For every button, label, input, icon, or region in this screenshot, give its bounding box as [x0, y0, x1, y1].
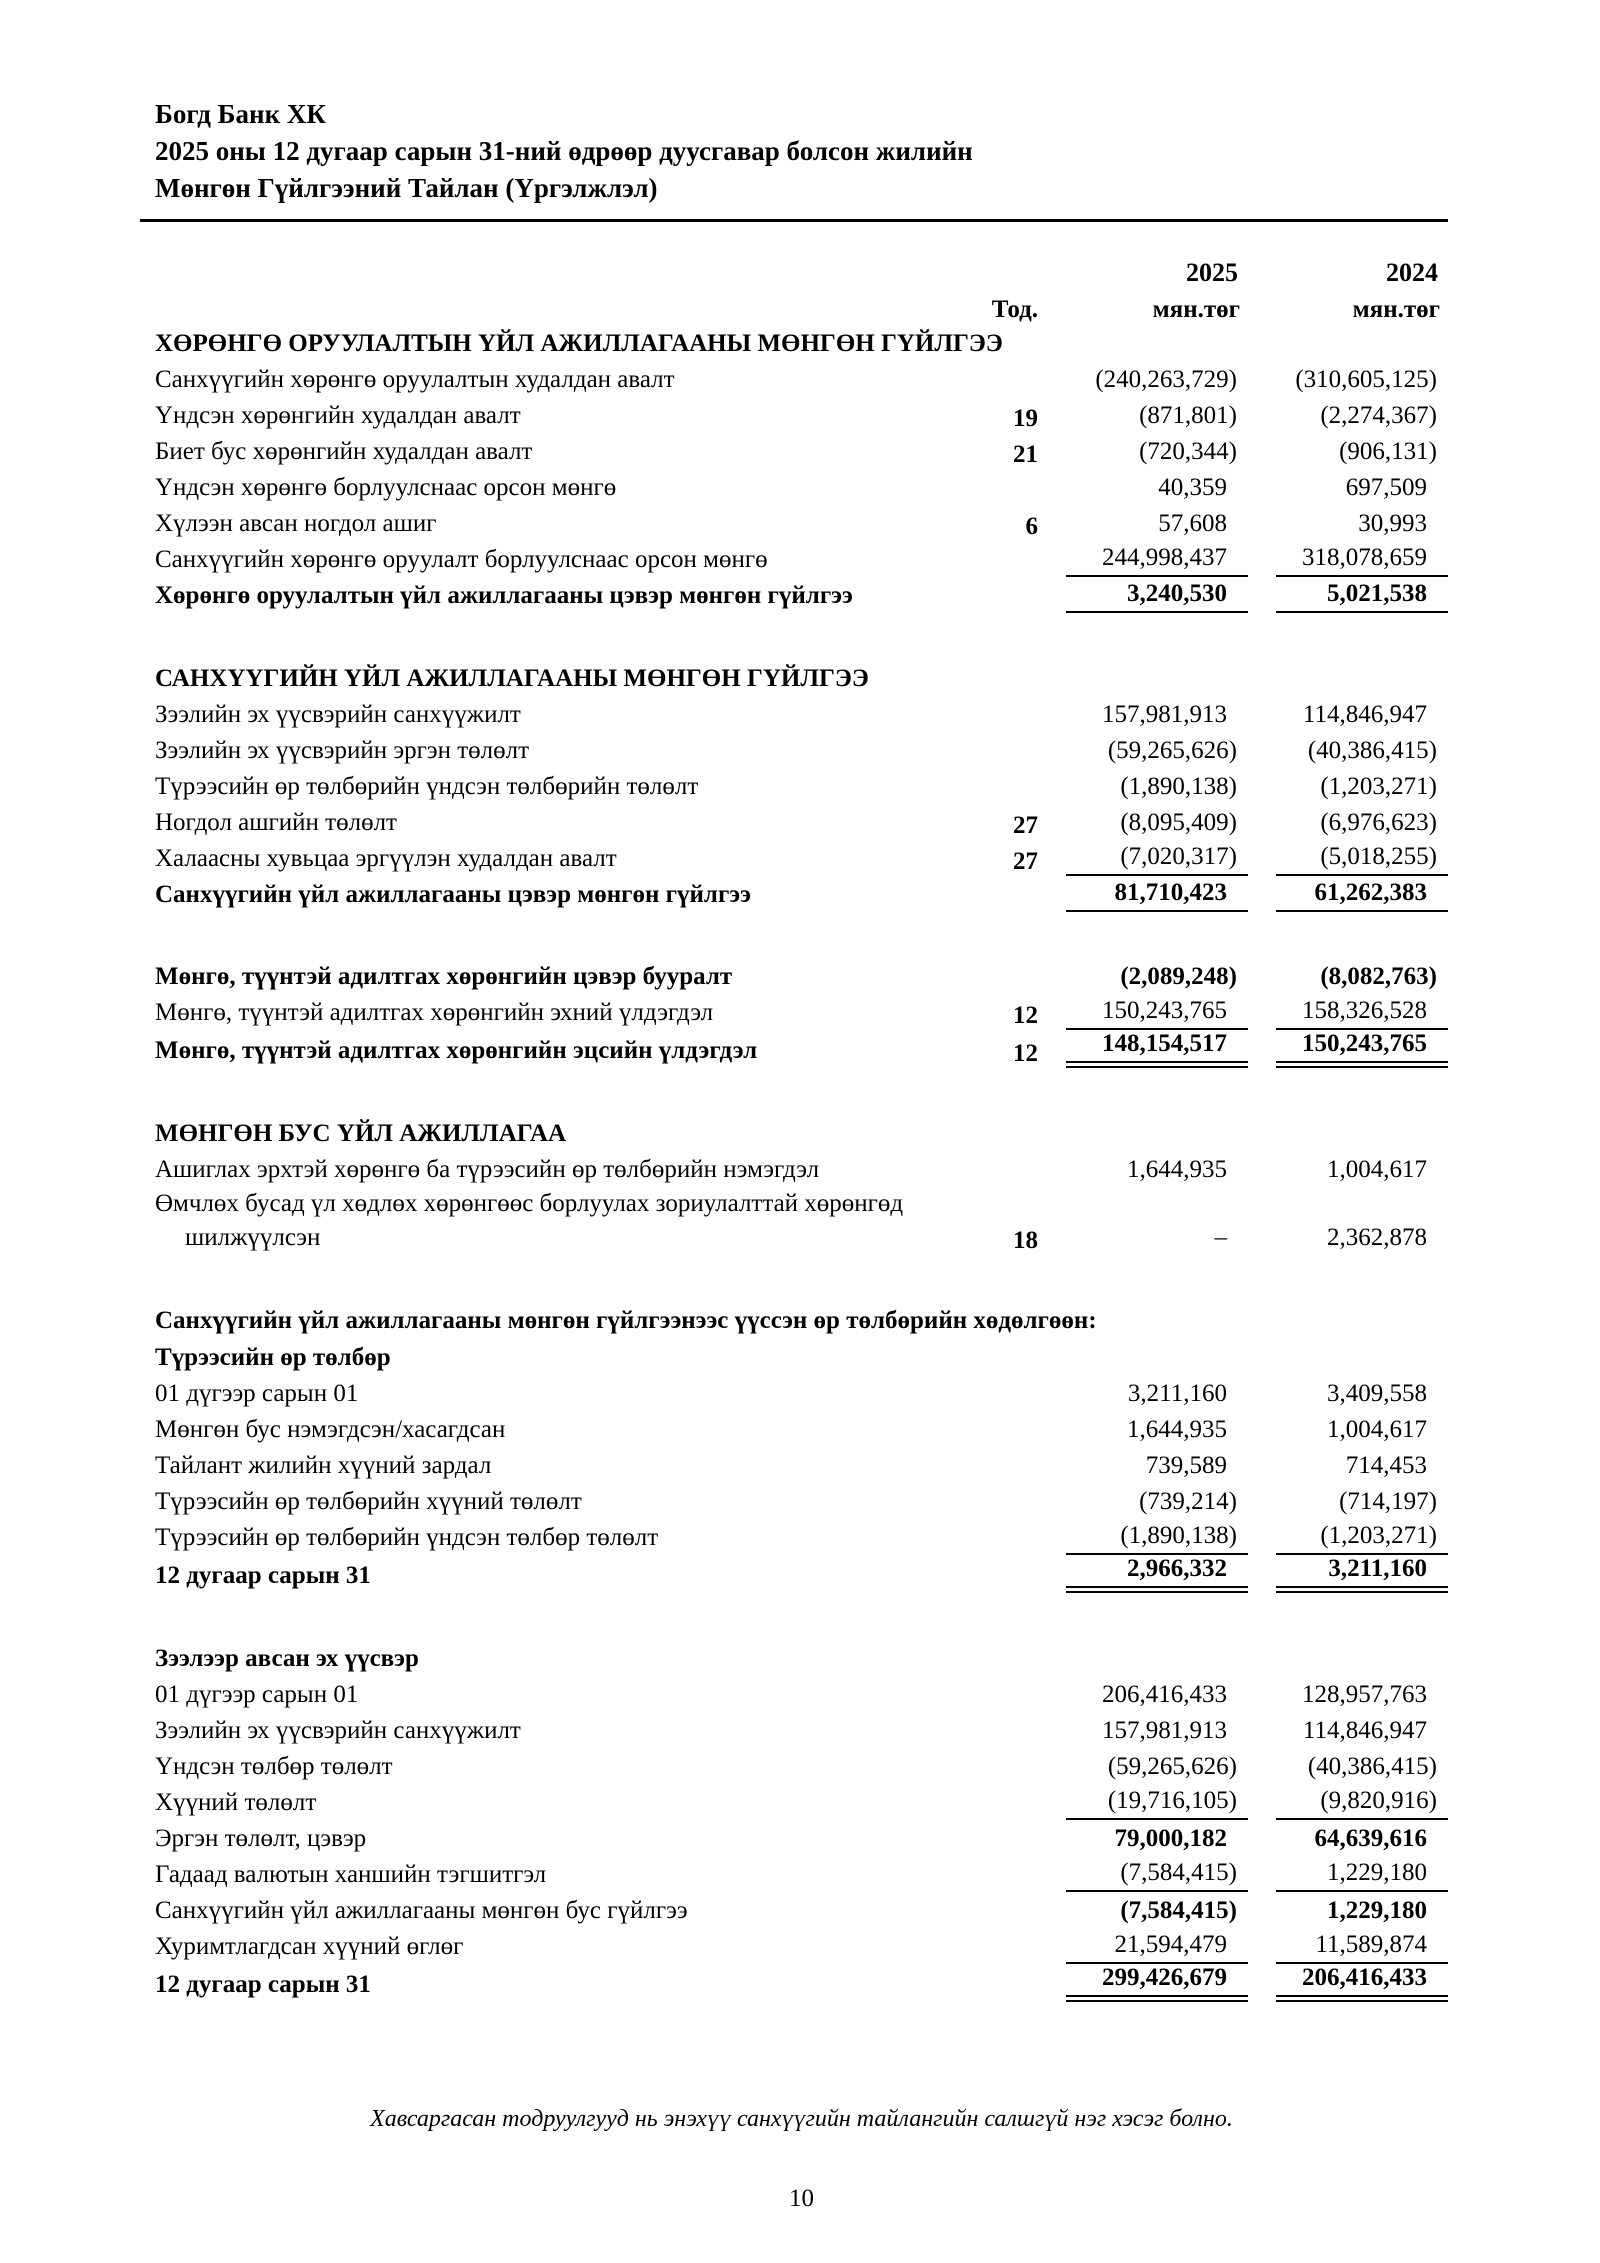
section-gap	[155, 1593, 1448, 1639]
value-2024: (8,082,763)	[1320, 963, 1437, 990]
closing-note: Хавсаргасан тодруулгууд нь энэхүү санхүүгийн тайлангийн салшгүй нэг хэсэг болно.	[370, 2106, 1233, 2132]
value-2024: 2,362,878	[1327, 1224, 1427, 1251]
statement-rows	[155, 324, 1448, 2002]
table-row	[155, 1483, 1448, 1519]
value-2024: 697,509	[1345, 474, 1427, 501]
row-label: 12 дугаар сарын 31	[155, 1562, 371, 1589]
section-header: Санхүүгийн үйл ажиллагааны мөнгөн гүйлгээнээс үүссэн өр төлбөрийн хөдөлгөөн:	[155, 1307, 1097, 1334]
row-label: Хүүний төлөлт	[155, 1789, 317, 1816]
value-2024: 206,416,433	[1276, 1964, 1448, 2002]
row-label: Биет бус хөрөнгийн худалдан авалт	[155, 438, 533, 465]
row-label: Түрээсийн өр төлбөрийн хүүний төлөлт	[155, 1488, 582, 1515]
value-2024: (40,386,415)	[1307, 1753, 1437, 1780]
table-row	[155, 1712, 1448, 1748]
value-2024: 5,021,538	[1276, 580, 1448, 613]
value-2025: 81,710,423	[1066, 879, 1248, 912]
period-line: 2025 оны 12 дугаар сарын 31-ний өдрөөр дуусгавар болсон жилийн	[155, 136, 973, 166]
row-label-line2: шилжүүлсэн	[185, 1224, 321, 1251]
table-row	[155, 840, 1448, 876]
value-2025: 206,416,433	[1102, 1681, 1227, 1708]
value-2024: (310,605,125)	[1295, 366, 1437, 393]
row-label: Эргэн төлөлт, цэвэр	[155, 1825, 367, 1852]
row-label: 12 дугаар сарын 31	[155, 1971, 371, 1998]
value-2024: 714,453	[1345, 1452, 1427, 1479]
row-label: 01 дүгээр сарын 01	[155, 1681, 359, 1708]
note-ref: 27	[1013, 812, 1038, 839]
table-row	[155, 469, 1448, 505]
value-2025: 148,154,517	[1066, 1030, 1248, 1068]
value-2025: 739,589	[1145, 1452, 1227, 1479]
value-2024: (5,018,255)	[1276, 843, 1448, 876]
table-row	[155, 1964, 1448, 2002]
table-row	[155, 1375, 1448, 1411]
value-2025: 21,594,479	[1066, 1931, 1248, 1964]
section-header: МӨНГӨН БУС ҮЙЛ АЖИЛЛАГАА	[155, 1120, 567, 1147]
value-2024: 114,846,947	[1302, 701, 1427, 728]
value-2024: 61,262,383	[1276, 879, 1448, 912]
value-2024: 1,229,180	[1327, 1897, 1427, 1924]
value-2024: (6,976,623)	[1320, 809, 1437, 836]
table-row	[155, 696, 1448, 732]
row-label: Үндсэн хөрөнгийн худалдан авалт	[155, 402, 521, 429]
value-2025: 157,981,913	[1102, 1717, 1227, 1744]
value-2025: 2,966,332	[1066, 1555, 1248, 1593]
table-row	[155, 994, 1448, 1030]
row-label: Санхүүгийн үйл ажиллагааны цэвэр мөнгөн гүйлгээ	[155, 881, 751, 908]
table-row	[155, 1030, 1448, 1068]
section-header: Зээлээр авсан эх үүсвэр	[155, 1645, 419, 1672]
note-ref: 19	[1013, 405, 1038, 432]
row-label: Зээлийн эх үүсвэрийн санхүүжилт	[155, 1717, 521, 1744]
table-row	[155, 1856, 1448, 1892]
row-label: Зээлийн эх үүсвэрийн эргэн төлөлт	[155, 737, 530, 764]
value-2025: 57,608	[1158, 510, 1227, 537]
row-label: Санхүүгийн үйл ажиллагааны мөнгөн бус гүйлгээ	[155, 1897, 688, 1924]
table-row	[155, 1748, 1448, 1784]
value-2025: 79,000,182	[1114, 1825, 1227, 1852]
row-label: Ногдол ашгийн төлөлт	[155, 809, 397, 836]
value-2025: (1,890,138)	[1066, 1522, 1248, 1555]
value-2025: (59,265,626)	[1107, 737, 1237, 764]
table-row	[155, 577, 1448, 613]
row-label: Хөрөнгө оруулалтын үйл ажиллагааны цэвэр мөнгөн гүйлгээ	[155, 582, 853, 609]
column-unit-2024: мян.төг	[1352, 296, 1440, 323]
value-2025: 1,644,935	[1127, 1416, 1227, 1443]
row-label: Халаасны хувьцаа эргүүлэн худалдан авалт	[155, 845, 617, 872]
row-label: Мөнгө, түүнтэй адилтгах хөрөнгийн цэвэр бууралт	[155, 963, 733, 990]
row-label: Мөнгө, түүнтэй адилтгах хөрөнгийн эцсийн үлдэгдэл	[155, 1037, 758, 1064]
note-ref: 18	[1013, 1227, 1038, 1254]
value-2024: 158,326,528	[1276, 997, 1448, 1030]
value-2025: (7,020,317)	[1066, 843, 1248, 876]
note-ref: 6	[1025, 513, 1038, 540]
row-label: Санхүүгийн хөрөнгө оруулалтын худалдан авалт	[155, 366, 675, 393]
value-2025: 299,426,679	[1066, 1964, 1248, 2002]
table-row	[155, 541, 1448, 577]
header-divider	[140, 219, 1448, 222]
row-label-line1: Өмчлөх бусад үл хөдлөх хөрөнгөөс борлуулах зориулалттай хөрөнгөд	[155, 1190, 904, 1217]
column-year-2024: 2024	[1386, 258, 1438, 287]
value-2025: (739,214)	[1139, 1488, 1237, 1515]
note-ref: 12	[1013, 1040, 1038, 1067]
value-2025: (7,584,415)	[1120, 1897, 1237, 1924]
value-2025: 3,211,160	[1127, 1380, 1227, 1407]
table-row	[155, 1676, 1448, 1712]
value-2024: (906,131)	[1339, 438, 1437, 465]
table-row	[155, 1784, 1448, 1820]
value-2024: (1,203,271)	[1320, 773, 1437, 800]
table-row	[155, 1151, 1448, 1187]
statement-title: Мөнгөн Гүйлгээний Тайлан (Үргэлжлэл)	[155, 173, 658, 203]
row-label: Түрээсийн өр төлбөрийн үндсэн төлбөр төлөлт	[155, 1524, 659, 1551]
value-2024: 11,589,874	[1276, 1931, 1448, 1964]
document-header	[155, 96, 1448, 207]
table-row	[155, 1928, 1448, 1964]
section-header: САНХҮҮГИЙН ҮЙЛ АЖИЛЛАГААНЫ МӨНГӨН ГҮЙЛГЭЭ	[155, 665, 869, 692]
year-header-row	[155, 252, 1448, 288]
value-2025: (8,095,409)	[1120, 809, 1237, 836]
table-row	[155, 505, 1448, 541]
column-unit-2025: мян.төг	[1152, 296, 1240, 323]
table-row	[155, 732, 1448, 768]
value-2024: (1,203,271)	[1276, 1522, 1448, 1555]
value-2024: 1,229,180	[1276, 1859, 1448, 1892]
row-label: 01 дүгээр сарын 01	[155, 1380, 359, 1407]
value-2025: 150,243,765	[1066, 997, 1248, 1030]
value-2025: –	[1214, 1224, 1227, 1251]
value-2024: 150,243,765	[1276, 1030, 1448, 1068]
row-label: Мөнгө, түүнтэй адилтгах хөрөнгийн эхний үлдэгдэл	[155, 999, 714, 1026]
table-row	[155, 1820, 1448, 1856]
row-label: Үндсэн төлбөр төлөлт	[155, 1753, 393, 1780]
table-row	[155, 1892, 1448, 1928]
table-row	[155, 361, 1448, 397]
table-row	[155, 1447, 1448, 1483]
value-2024: 1,004,617	[1327, 1416, 1427, 1443]
value-2024: 64,639,616	[1314, 1825, 1427, 1852]
table-row	[155, 958, 1448, 994]
section-gap	[155, 1068, 1448, 1114]
note-ref: 12	[1013, 1002, 1038, 1029]
value-2025: 40,359	[1158, 474, 1227, 501]
column-headers	[155, 252, 1448, 324]
row-label: Хүлээн авсан ногдол ашиг	[155, 510, 437, 537]
row-label: Санхүүгийн хөрөнгө оруулалт борлуулснаас орсон мөнгө	[155, 546, 768, 573]
unit-header-row	[155, 288, 1448, 324]
value-2025: (19,716,105)	[1066, 1787, 1248, 1820]
section-gap	[155, 1255, 1448, 1301]
row-label: Ашиглах эрхтэй хөрөнгө ба түрээсийн өр төлбөрийн нэмэгдэл	[155, 1156, 820, 1183]
table-row	[155, 433, 1448, 469]
value-2024: (9,820,916)	[1276, 1787, 1448, 1820]
value-2024: 30,993	[1358, 510, 1427, 537]
note-ref: 21	[1013, 441, 1038, 468]
section-header: ХӨРӨНГӨ ОРУУЛАЛТЫН ҮЙЛ АЖИЛЛАГААНЫ МӨНГӨН ГҮЙЛГЭЭ	[155, 330, 1003, 357]
table-row	[155, 1555, 1448, 1593]
section-header: Түрээсийн өр төлбөр	[155, 1344, 391, 1371]
value-2025: (1,890,138)	[1120, 773, 1237, 800]
table-row	[155, 1411, 1448, 1447]
row-label	[155, 1187, 950, 1255]
value-2025: (240,263,729)	[1095, 366, 1237, 393]
page-number: 10	[789, 2185, 814, 2212]
value-2025: (720,344)	[1139, 438, 1237, 465]
value-2024: 128,957,763	[1302, 1681, 1427, 1708]
row-label: Мөнгөн бус нэмэгдсэн/хасагдсан	[155, 1416, 506, 1443]
company-name: Богд Банк ХК	[155, 99, 326, 129]
value-2025: 3,240,530	[1066, 580, 1248, 613]
row-label: Зээлийн эх үүсвэрийн санхүүжилт	[155, 701, 521, 728]
value-2024: 3,211,160	[1276, 1555, 1448, 1593]
value-2024: (714,197)	[1339, 1488, 1437, 1515]
row-label: Гадаад валютын ханшийн тэгшитгэл	[155, 1861, 547, 1888]
value-2024: 114,846,947	[1302, 1717, 1427, 1744]
value-2025: (7,584,415)	[1066, 1859, 1248, 1892]
value-2025: 244,998,437	[1066, 544, 1248, 577]
table-row	[155, 804, 1448, 840]
row-label: Хуримтлагдсан хүүний өглөг	[155, 1933, 464, 1960]
value-2025: 1,644,935	[1127, 1156, 1227, 1183]
value-2024: 3,409,558	[1327, 1380, 1427, 1407]
value-2024: 1,004,617	[1327, 1156, 1427, 1183]
value-2024: (40,386,415)	[1307, 737, 1437, 764]
table-row	[155, 768, 1448, 804]
table-row	[155, 876, 1448, 912]
table-row	[155, 1519, 1448, 1555]
row-label: Үндсэн хөрөнгө борлуулснаас орсон мөнгө	[155, 474, 617, 501]
note-ref: 27	[1013, 848, 1038, 875]
value-2024: 318,078,659	[1276, 544, 1448, 577]
row-label: Тайлант жилийн хүүний зардал	[155, 1452, 492, 1479]
value-2025: (871,801)	[1139, 402, 1237, 429]
table-row	[155, 1187, 1448, 1255]
value-2025: 157,981,913	[1102, 701, 1227, 728]
section-gap	[155, 912, 1448, 958]
column-year-2025: 2025	[1186, 258, 1238, 287]
column-note-label: Тод.	[991, 296, 1038, 323]
section-gap	[155, 613, 1448, 659]
value-2025: (59,265,626)	[1107, 1753, 1237, 1780]
table-row	[155, 397, 1448, 433]
value-2024: (2,274,367)	[1320, 402, 1437, 429]
row-label: Түрээсийн өр төлбөрийн үндсэн төлбөрийн төлөлт	[155, 773, 699, 800]
value-2025: (2,089,248)	[1120, 963, 1237, 990]
